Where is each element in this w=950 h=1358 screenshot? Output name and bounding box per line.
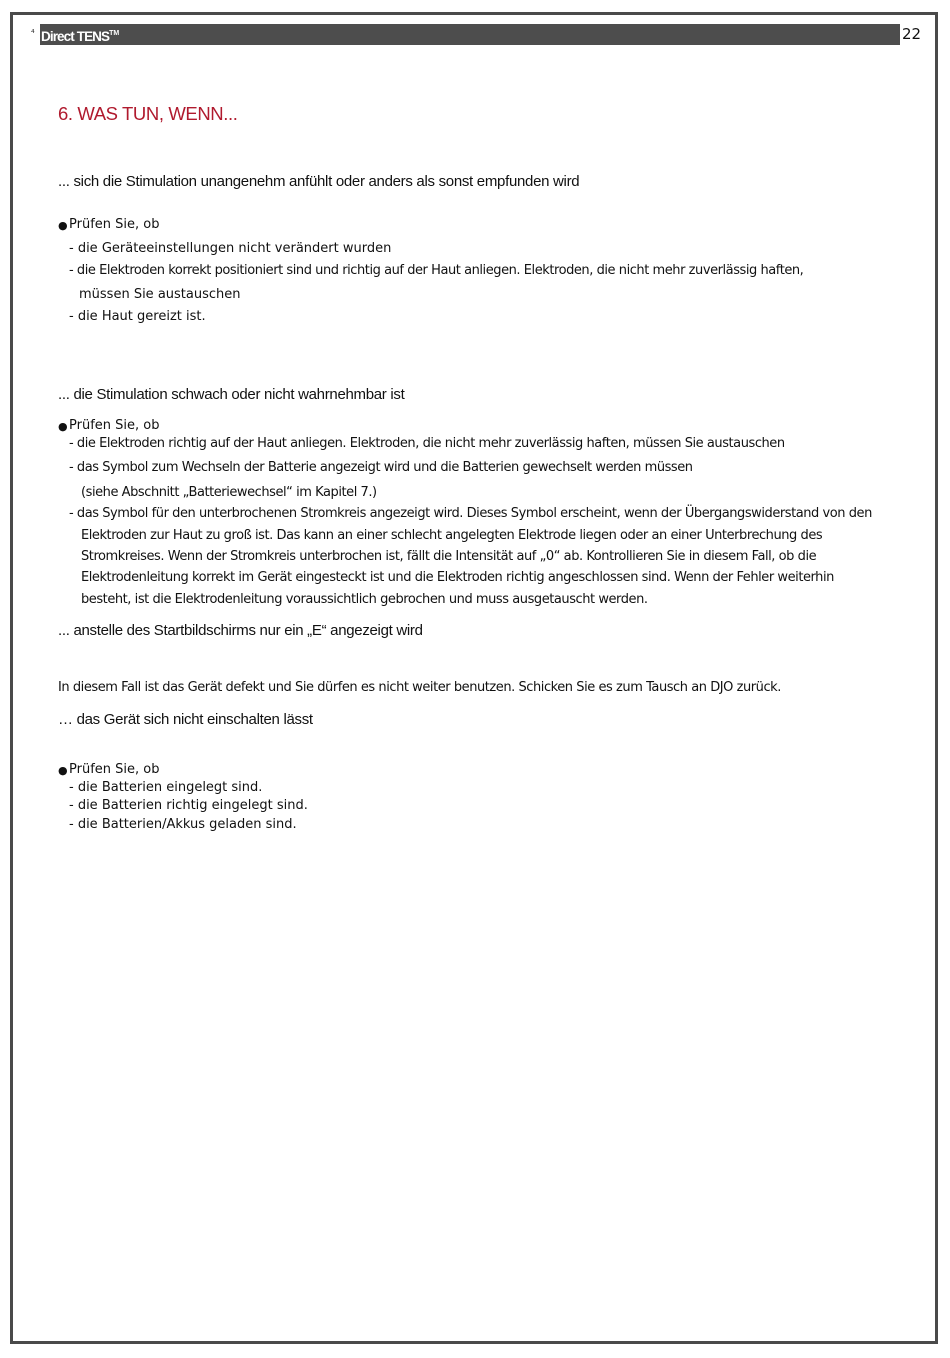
header-bar xyxy=(40,24,900,45)
bullet-text: Prüfen Sie, ob xyxy=(69,217,160,232)
list-item: - das Symbol für den unterbrochenen Stromkreis angezeigt wird. Dieses Symbol erscheint, wenn der Übergangswiderstand von den xyxy=(69,506,872,521)
list-item: - die Batterien eingelegt sind. xyxy=(69,780,263,795)
list-item: - die Elektroden richtig auf der Haut anliegen. Elektroden, die nicht mehr zuverlässig haften, müssen Sie austauschen xyxy=(69,436,785,451)
list-item: - die Haut gereizt ist. xyxy=(69,309,206,324)
chapter-title: 6. WAS TUN, WENN... xyxy=(58,103,238,124)
header-mark: ⁴ xyxy=(31,29,35,39)
section-heading: … das Gerät sich nicht einschalten lässt xyxy=(58,711,313,728)
list-item-continuation: müssen Sie austauschen xyxy=(79,287,241,302)
section-heading: ... die Stimulation schwach oder nicht wahrnehmbar ist xyxy=(58,386,405,403)
list-item-continuation: besteht, ist die Elektrodenleitung voraussichtlich gebrochen und muss ausgetauscht werden. xyxy=(81,592,648,607)
bullet-icon: ● xyxy=(58,420,68,433)
trademark-mark: TM xyxy=(109,30,120,37)
list-item-continuation: (siehe Abschnitt „Batteriewechsel“ im Kapitel 7.) xyxy=(81,485,377,500)
bullet-icon: ● xyxy=(58,764,68,777)
list-item: - das Symbol zum Wechseln der Batterie angezeigt wird und die Batterien gewechselt werden müssen xyxy=(69,460,693,475)
list-item: - die Geräteeinstellungen nicht verändert wurden xyxy=(69,241,392,256)
list-item: - die Batterien/Akkus geladen sind. xyxy=(69,817,297,832)
page-number: 22 xyxy=(902,25,922,43)
list-item-continuation: Elektroden zur Haut zu groß ist. Das kann an einer schlecht angelegten Elektrode liegen oder an einer Unterbrechung des xyxy=(81,528,823,543)
bullet-text: Prüfen Sie, ob xyxy=(69,418,160,433)
paragraph: In diesem Fall ist das Gerät defekt und Sie dürfen es nicht weiter benutzen. Schicken Sie es zum Tausch an DJO zurück. xyxy=(58,680,781,695)
product-name: Direct TENS xyxy=(41,29,110,44)
list-item-continuation: Elektrodenleitung korrekt im Gerät eingesteckt ist und die Elektroden richtig angeschlossen sind. Wenn der Fehler weiterhin xyxy=(81,570,834,585)
list-item: - die Batterien richtig eingelegt sind. xyxy=(69,798,308,813)
list-item-continuation: Stromkreises. Wenn der Stromkreis unterbrochen ist, fällt die Intensität auf „0“ ab. Kontrollieren Sie in diesem Fall, ob die xyxy=(81,549,817,564)
page-frame xyxy=(10,12,938,1344)
product-title xyxy=(41,26,119,45)
bullet-icon: ● xyxy=(58,219,68,232)
bullet-text: Prüfen Sie, ob xyxy=(69,762,160,777)
section-heading: ... anstelle des Startbildschirms nur ein „E“ angezeigt wird xyxy=(58,622,423,639)
list-item: - die Elektroden korrekt positioniert sind und richtig auf der Haut anliegen. Elektroden, die nicht mehr zuverlässig haften, xyxy=(69,263,804,278)
section-heading: ... sich die Stimulation unangenehm anfühlt oder anders als sonst empfunden wird xyxy=(58,173,580,190)
